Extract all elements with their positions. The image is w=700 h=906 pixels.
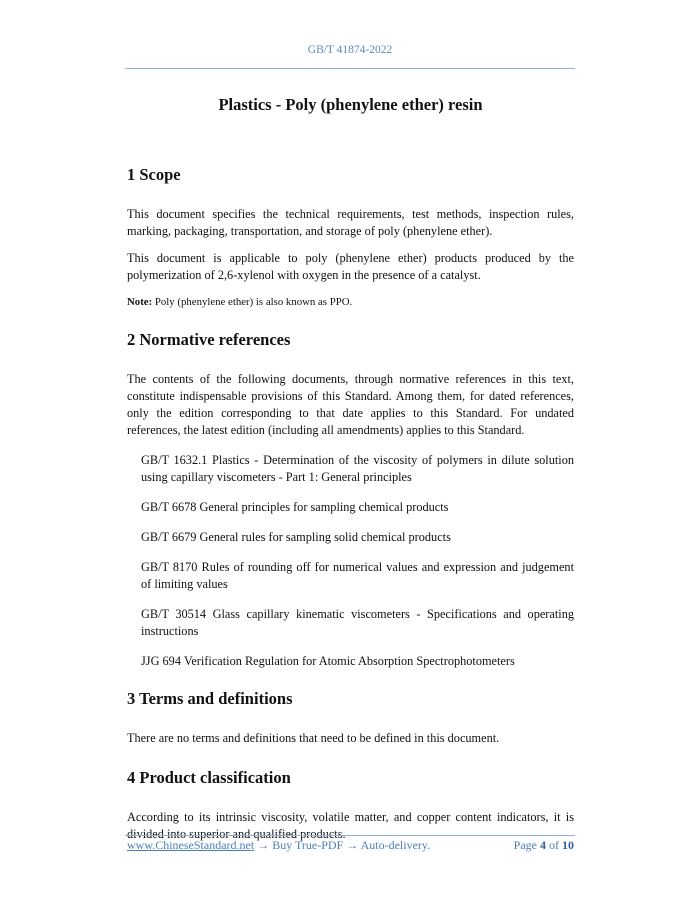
reference-item: GB/T 30514 Glass capillary kinematic viscometers - Specifications and operating instructions [141, 607, 574, 638]
footer-divider [125, 835, 575, 836]
section-terms-heading: 3 Terms and definitions [127, 689, 293, 708]
buy-link[interactable]: Buy True-PDF [272, 838, 344, 852]
classification-paragraph: According to its intrinsic viscosity, volatile matter, and copper content indicators, it is divided into superior and qualified products. [127, 810, 574, 841]
scope-paragraph-2: This document is applicable to poly (phenylene ether) products produced by the polymerization of 2,6-xylenol with oxygen in the presence of a catalyst. [127, 251, 574, 282]
terms-paragraph: There are no terms and definitions that need to be defined in this document. [127, 731, 500, 745]
arrow-icon: → [254, 838, 273, 852]
section-normative-heading: 2 Normative references [127, 330, 291, 349]
reference-item: GB/T 6678 General principles for sampling chemical products [141, 500, 449, 514]
reference-item: GB/T 8170 Rules of rounding off for numerical values and expression and judgement of limiting values [141, 560, 574, 591]
scope-paragraph-1: This document specifies the technical requirements, test methods, inspection rules, marking, packaging, transportation, and storage of poly (phenylene ether). [127, 207, 574, 238]
reference-item: GB/T 6679 General rules for sampling solid chemical products [141, 530, 451, 544]
document-title: Plastics - Poly (phenylene ether) resin [218, 95, 483, 114]
site-link[interactable]: www.ChineseStandard.net [127, 838, 255, 852]
page-indicator [514, 838, 574, 853]
reference-item: JJG 694 Verification Regulation for Atomic Absorption Spectrophotometers [141, 654, 515, 668]
page-footer [127, 838, 574, 853]
note-text: Poly (phenylene ether) is also known as PPO. [152, 296, 353, 308]
header-doc-id: GB/T 41874-2022 [307, 44, 393, 56]
note-label: Note: [127, 296, 153, 308]
page-label: Page [513, 838, 537, 852]
delivery-text: Auto-delivery. [360, 838, 431, 852]
reference-item: GB/T 1632.1 Plastics - Determination of the viscosity of polymers in dilute solution using capillary viscometers - Part 1: General principles [141, 453, 574, 484]
header-divider [125, 68, 575, 69]
scope-note [127, 294, 574, 311]
normative-intro: The contents of the following documents, through normative references in this text, constitute indispensable provisions of this Standard. Among them, for dated references, only the edition corresponding to that date applies to this Standard. For undated references, the latest edition (including all amendments) applies to this Standard. [127, 372, 574, 437]
section-scope-heading: 1 Scope [127, 165, 181, 184]
reference-list [127, 452, 574, 670]
section-classification-heading: 4 Product classification [127, 768, 291, 787]
footer-links [127, 838, 430, 853]
page-of: of [549, 838, 559, 852]
page-header [125, 44, 575, 56]
document-body [127, 94, 574, 853]
page-total: 10 [562, 838, 574, 852]
arrow-icon: → [343, 838, 361, 852]
page-current: 4 [540, 838, 546, 852]
